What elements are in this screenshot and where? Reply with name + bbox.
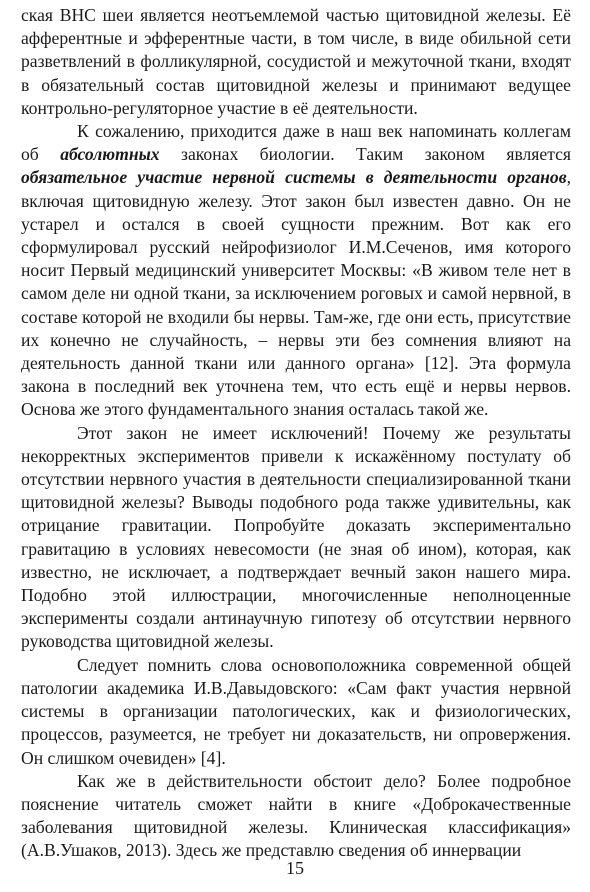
page-number: 15 [286,858,304,878]
paragraph-text: Как же в действительности обстоит дело? Более подробное пояснение читатель сможет найти в книге «Доброкачественные заболевания щитовидной железы. Клиническая классификация» (А.В.Ушаков, 2013). Здесь же представлю сведения об иннервации [21,770,571,861]
paragraph [21,654,571,770]
paragraph-text: ская ВНС шеи является неотъемлемой частью щитовидной железы. Её афферентные и эфферентные части, в том числе, в виде обильной сети разветвлений в фолликулярной, сосудистой и межуточной ткани, входят в обязательный состав щитовидной железы и принимают ведущее контрольно-регуляторное участие в её деятельности. [21,5,571,118]
emphasized-text: обязательное участие нервной системы в деятельности органов [21,167,567,188]
paragraph [21,422,571,654]
paragraph-text: , включая щитовидную железу. Этот закон был известен давно. Он не устарел и остался в своей сущности прежним. Вот как его сформулировал русский нейрофизиолог И.М.Сеченов, имя которого носит Первый медицинский университет Москвы: «В живом теле нет в самом деле ни одной ткани, за исключением роговых и самой нервной, в составе которой не входили бы нервы. Там-же, где они есть, присутствие их конечно не случайность, – нервы эти без сомнения влияют на деятельность данной ткани или данного органа» [12]. Эта формула закона в последний век уточнена тем, что есть ещё и нервы нервов. Основа же этого фундаментального знания осталась такой же. [21,167,571,420]
paragraph-text: Этот закон не имеет исключений! Почему же результаты некорректных экспериментов привели к искажённому постулату об отсутствии нервного участия в деятельности специализированной ткани щитовидной железы? Выводы подобного рода также удивительны, как отрицание гравитации. Попробуйте доказать экспериментально гравитацию в условиях невесомости (не зная об ином), которая, как известно, не исключает, а подтверждает вечный закон нашего мира. Подобно этой иллюстрации, многочисленные неполноценные эксперименты создали антинаучную гипотезу об отсутствии нервного руководства щитовидной железы. [21,422,571,652]
paragraph [21,770,571,863]
paragraph [21,120,571,422]
paragraph-text: законах биологии. Таким законом является [159,144,572,165]
paragraph [21,4,571,120]
emphasized-text: абсолютных [60,144,160,165]
body-text [21,4,571,863]
paragraph-text: Следует помнить слова основоположника современной общей патологии академика И.В.Давыдовского: «Сам факт участия нервной системы в организации патологических, как и физиологических, процессов, разумеется, не требует ни доказательств, ни опровержения. Он слишком очевиден» [4]. [21,654,571,768]
paragraph-text: К сожалению, приходится даже в наш век напоминать коллегам об [21,121,571,165]
